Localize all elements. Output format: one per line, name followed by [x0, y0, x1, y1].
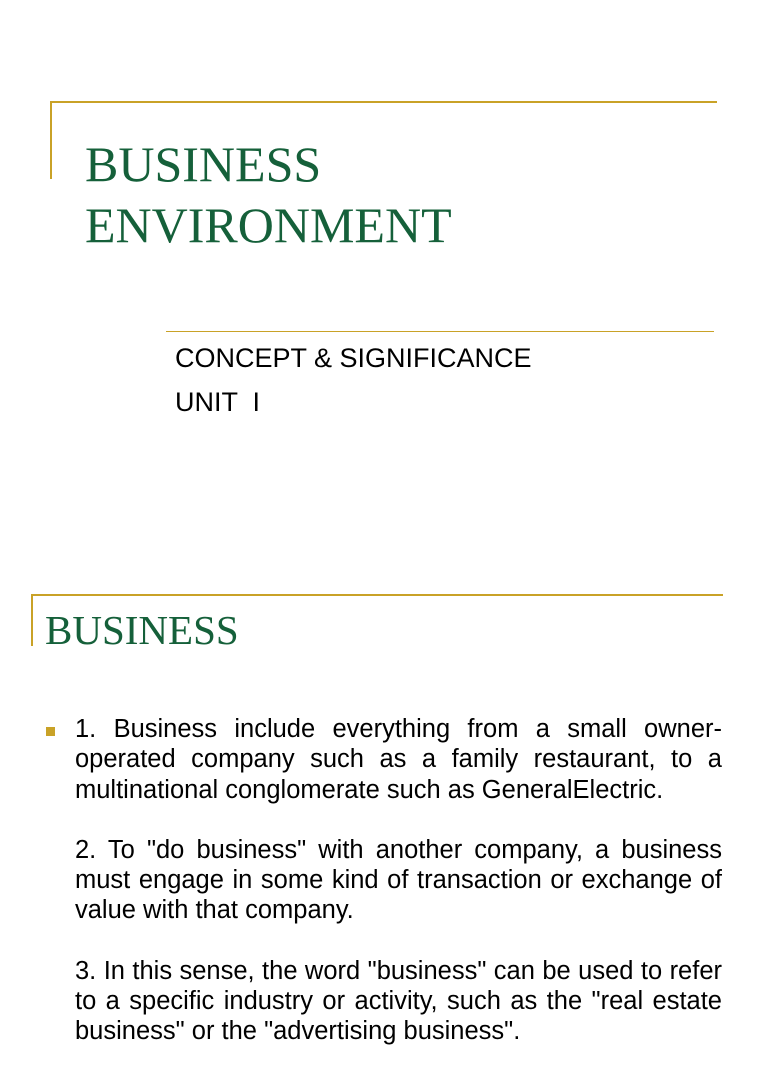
bullet-text [75, 714, 722, 1047]
subtitle-line-1: CONCEPT & SIGNIFICANCE [175, 343, 532, 373]
slide-subtitle [175, 336, 532, 424]
frame-top-line [50, 101, 717, 103]
square-bullet-icon [46, 727, 55, 736]
subtitle-line-2: UNIT I [175, 387, 261, 417]
slide-business [0, 560, 768, 1046]
frame-left-line [31, 594, 33, 646]
bullet-item [46, 714, 722, 1077]
slide-title-heading [85, 134, 452, 256]
title-line-2: ENVIRONMENT [85, 197, 452, 253]
title-line-1: BUSINESS [85, 136, 322, 192]
frame-left-line [50, 101, 52, 179]
paragraph-1: 1. Business include everything from a small owner-operated company such as a family restaurant, to a multinational conglomerate such as GeneralElectric. [75, 715, 722, 804]
frame-top-line [31, 594, 723, 596]
subtitle-divider [166, 331, 714, 332]
paragraph-3: 3. In this sense, the word "business" can be used to refer to a specific industry or activity, such as the "real estate business" or the "advertising business". [75, 956, 722, 1046]
paragraph-2: 2. To "do business" with another company, a business must engage in some kind of transaction or exchange of value with that company. [75, 835, 722, 925]
slide-heading: BUSINESS [45, 607, 239, 653]
